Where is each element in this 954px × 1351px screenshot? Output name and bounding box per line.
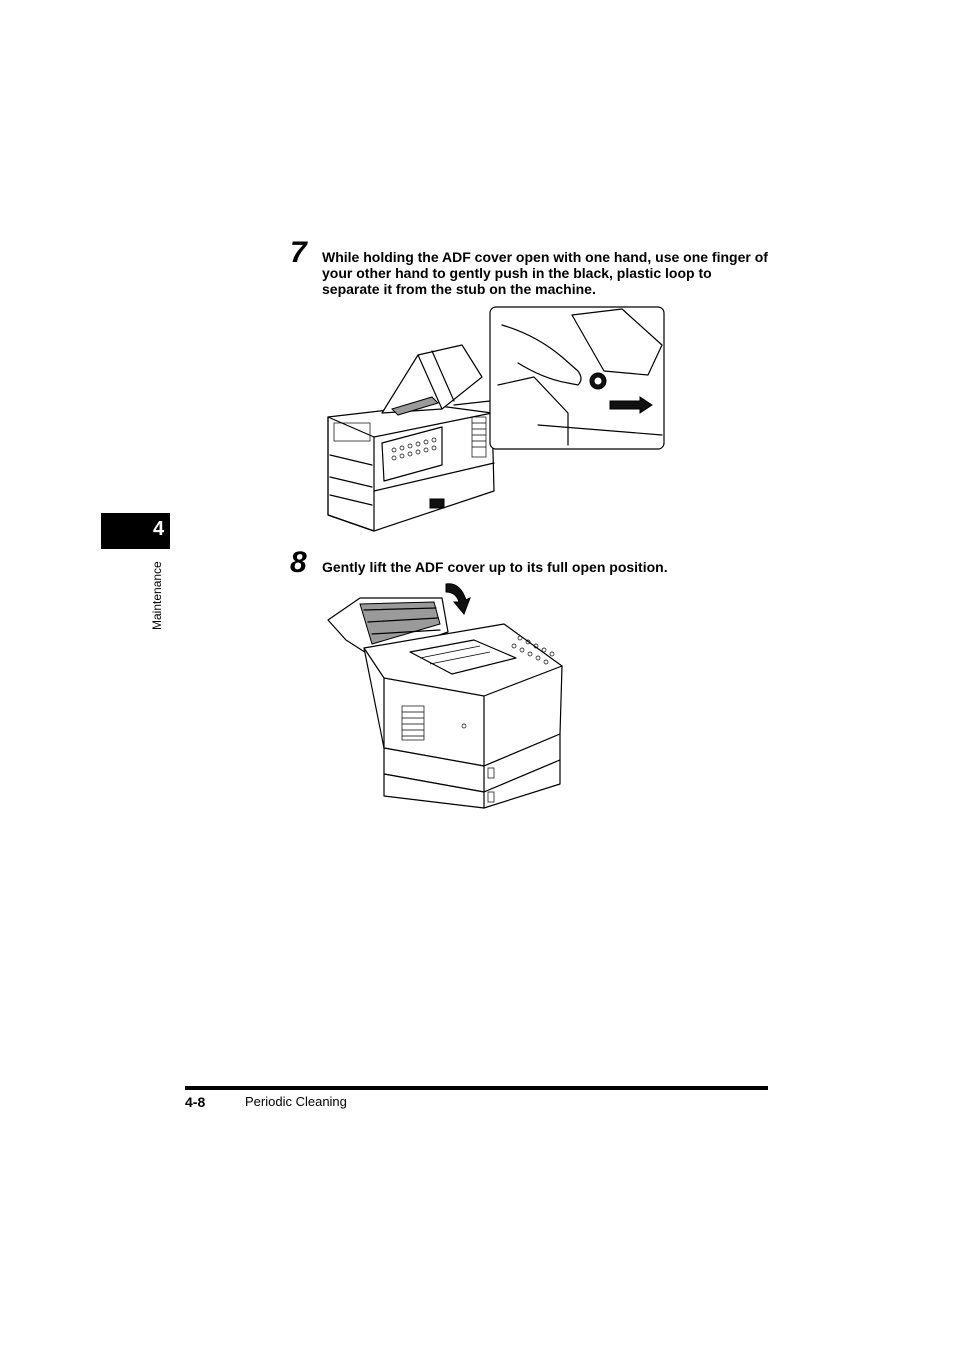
step-7-number: 7 bbox=[290, 236, 307, 269]
step-8-text: Gently lift the ADF cover up to its full open position. bbox=[322, 559, 668, 575]
footer-section-title: Periodic Cleaning bbox=[245, 1094, 347, 1109]
step-8-illustration bbox=[324, 578, 568, 810]
footer-page-number: 4-8 bbox=[185, 1094, 206, 1110]
chapter-tab bbox=[101, 513, 170, 549]
step-7-illustration bbox=[322, 305, 668, 537]
footer-rule bbox=[185, 1086, 768, 1090]
chapter-label: Maintenance bbox=[150, 561, 164, 630]
step-8-number: 8 bbox=[290, 546, 307, 579]
step-7-text: While holding the ADF cover open with one hand, use one finger of your other hand to gently push in the black, plastic loop to separate it from the stub on the machine. bbox=[322, 249, 768, 297]
chapter-number: 4 bbox=[153, 518, 165, 540]
